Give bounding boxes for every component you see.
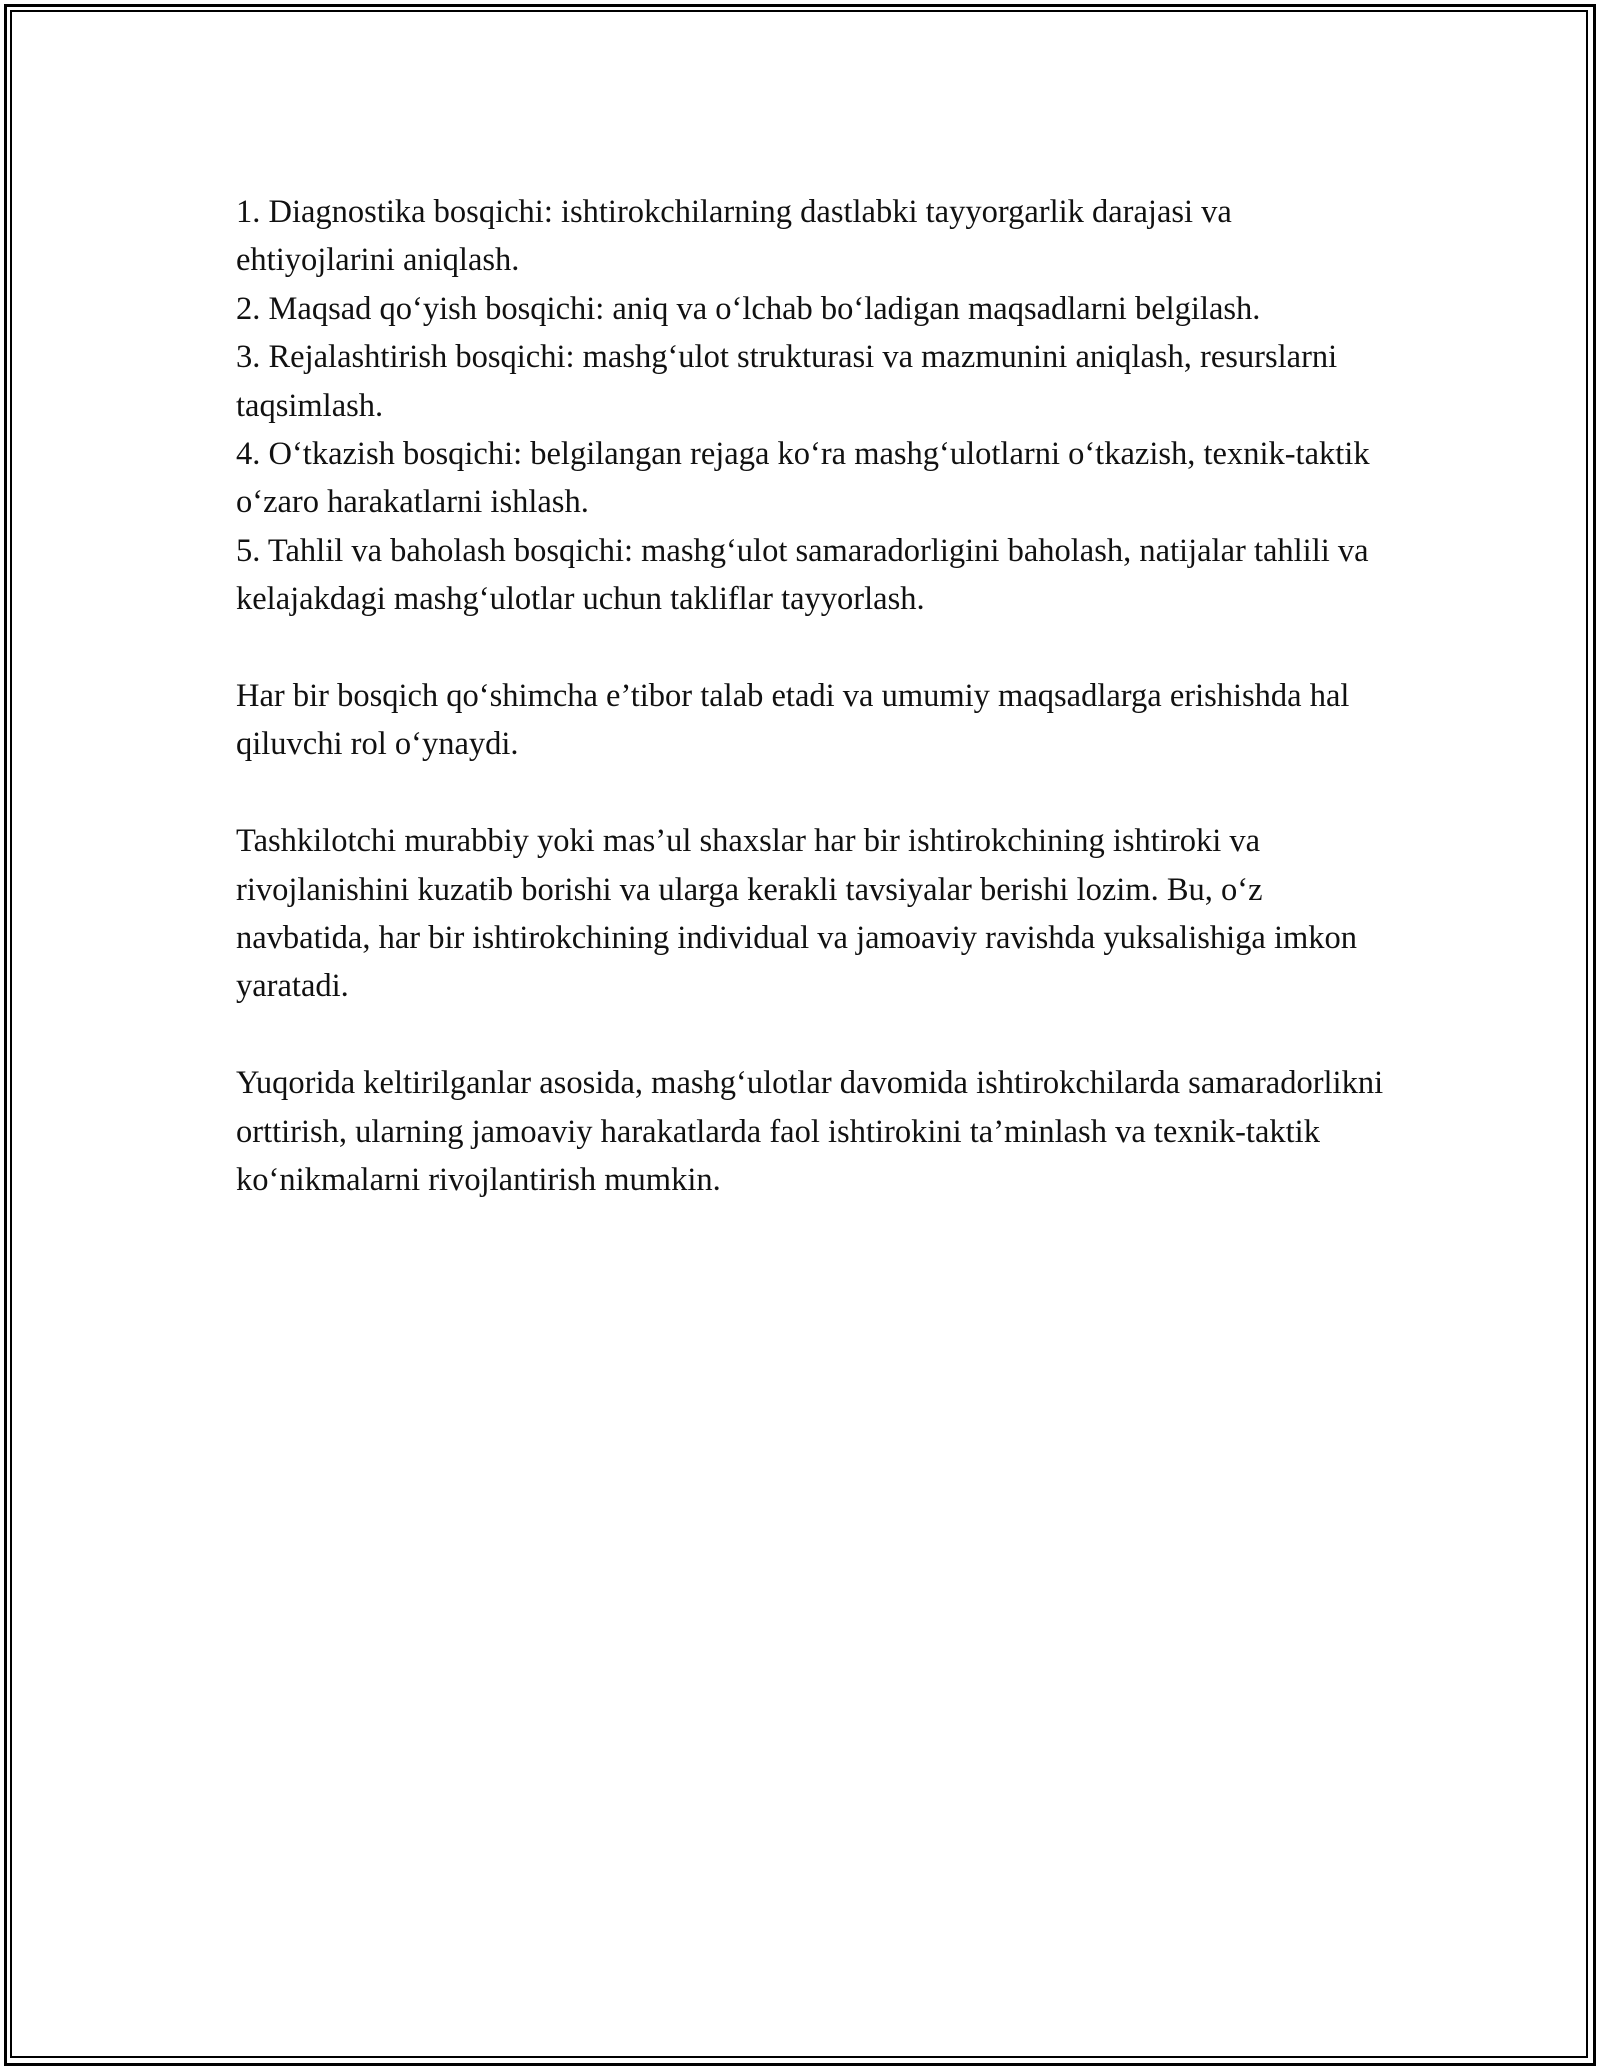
stages-list bbox=[236, 188, 1386, 624]
list-item: 3. Rejalashtirish bosqichi: mashg‘ulot strukturasi va mazmunini aniqlash, resurslarni taqsimlash. bbox=[236, 339, 1338, 424]
paragraph: Tashkilotchi murabbiy yoki mas’ul shaxslar har bir ishtirokchining ishtiroki va rivojlanishini kuzatib borishi va ularga kerakli tavsiyalar berishi lozim. Bu, o‘z navbatida, har bir ishtirokchining individual va jamoaviy ravishda yuksalishiga imkon yaratadi. bbox=[236, 823, 1358, 1005]
list-item: 5. Tahlil va baholash bosqichi: mashg‘ulot samaradorligini baholash, natijalar tahlili va kelajakdagi mashg‘ulotlar uchun takliflar tayyorlash. bbox=[236, 532, 1369, 618]
list-item: 1. Diagnostika bosqichi: ishtirokchilarning dastlabki tayyorgarlik darajasi va ehtiyojlarini aniqlash. bbox=[236, 194, 1232, 279]
paragraph: Har bir bosqich qo‘shimcha e’tibor talab etadi va umumiy maqsadlarga erishishda hal qiluvchi rol o‘ynaydi. bbox=[236, 678, 1350, 763]
list-item: 2. Maqsad qo‘yish bosqichi: aniq va o‘lchab bo‘ladigan maqsadlarni belgilash. bbox=[236, 290, 1261, 327]
paragraph: Yuqorida keltirilganlar asosida, mashg‘ulotlar davomida ishtirokchilarda samaradorlikni orttirish, ularning jamoaviy harakatlarda faol ishtirokini ta’minlash va texnik-taktik ko‘nikmalarni rivojlantirish mumkin. bbox=[236, 1065, 1384, 1199]
document-body bbox=[236, 188, 1386, 1204]
list-item: 4. O‘tkazish bosqichi: belgilangan rejaga ko‘ra mashg‘ulotlarni o‘tkazish, texnik-taktik o‘zaro harakatlarni ishlash. bbox=[236, 436, 1370, 521]
